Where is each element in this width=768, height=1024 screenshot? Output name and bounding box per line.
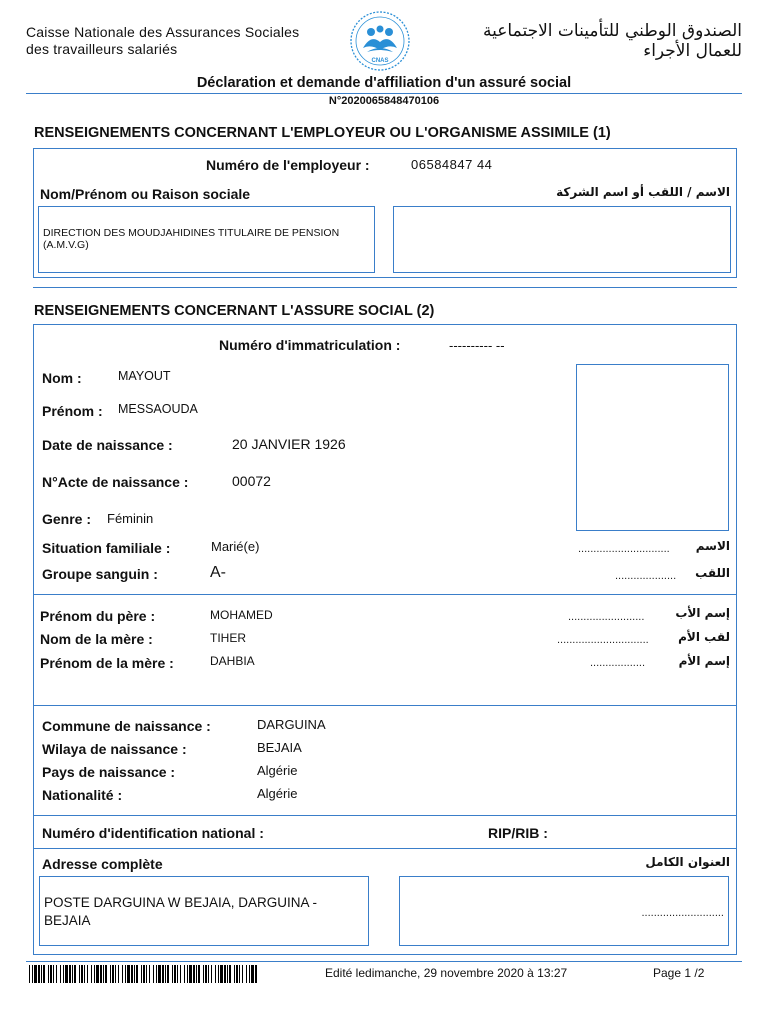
groupe-value: A- [210,564,226,581]
footer-edited: Edité ledimanche, 29 novembre 2020 à 13:27 [325,966,568,980]
ar-nom-label: الاسم [695,539,730,553]
groupe-label: Groupe sanguin : [42,566,158,582]
cnas-logo [349,10,411,72]
dob-label: Date de naissance : [42,437,173,453]
prenom-value: MESSAOUDA [118,402,198,416]
adresse-field [39,876,369,946]
nationalite-label: Nationalité : [42,787,123,803]
employer-number-label: Numéro de l'employeur : [206,157,370,173]
nationalite-value: Algérie [257,786,298,801]
barcode [29,965,258,983]
photo-box [576,364,729,531]
mere-prenom-dots: .................. [590,657,646,669]
pays-value: Algérie [257,763,298,778]
mere-nom-dots: .............................. [557,634,649,646]
adresse-ar-dots: ........................... [641,907,724,919]
divider [26,93,742,94]
mere-prenom-value: DAHBIA [210,654,255,668]
situation-label: Situation familiale : [42,540,171,556]
employer-number-value: 06584847 44 [411,157,493,172]
divider [33,287,737,288]
header-ar-line1: الصندوق الوطني للتأمينات الاجتماعية [483,21,742,41]
nom-label: Nom : [42,370,82,386]
divider [33,594,737,595]
divider [33,848,737,849]
mere-nom-ar-label: لقب الأم [678,630,730,644]
doc-number: N°2020065848470106 [328,95,440,107]
genre-label: Genre : [42,511,92,527]
pere-label: Prénom du père : [40,608,156,624]
adresse-label: Adresse complète [42,856,163,872]
ar-nom-dots: .............................. [578,543,670,555]
prenom-label: Prénom : [42,403,103,419]
rib-label: RIP/RIB : [488,825,548,841]
employer-name-value: DIRECTION DES MOUDJAHIDINES TITULAIRE DE PENSION (A.M.V.G) [43,227,340,251]
employer-name-field [38,206,375,273]
commune-value: DARGUINA [257,717,326,732]
situation-value: Marié(e) [211,539,260,554]
pere-ar-label: إسم الأب [675,606,730,620]
insured-section-title: RENSEIGNEMENTS CONCERNANT L'ASSURE SOCIAL (2) [34,303,435,319]
ar-prenom-dots: .................... [615,570,677,582]
mere-prenom-label: Prénom de la mère : [40,655,174,671]
immat-value: ---------- -- [449,338,505,353]
header-ar-line2: للعمال الأجراء [643,41,742,61]
employer-section-title: RENSEIGNEMENTS CONCERNANT L'EMPLOYEUR OU L'ORGANISME ASSIMILE (1) [34,125,611,141]
employer-name-label: Nom/Prénom ou Raison sociale [40,186,251,202]
wilaya-label: Wilaya de naissance : [42,741,187,757]
employer-name-label-ar: الاسم / اللقب أو اسم الشركة [556,185,730,199]
divider [26,961,742,962]
divider [33,705,737,706]
nin-label: Numéro d'identification national : [42,825,264,841]
divider [33,815,737,816]
mere-nom-value: TIHER [210,631,246,645]
mere-prenom-ar-label: إسم الأم [678,654,730,668]
wilaya-value: BEJAIA [257,740,302,755]
dob-value: 20 JANVIER 1926 [232,436,346,452]
commune-label: Commune de naissance : [42,718,211,734]
adresse-value: POSTE DARGUINA W BEJAIA, DARGUINA - BEJAIA [44,895,318,928]
genre-value: Féminin [107,511,154,526]
employer-name-field-ar [393,206,731,273]
svg-text:CNAS: CNAS [371,58,389,64]
footer-page: Page 1 /2 [653,966,705,980]
adresse-field-ar [399,876,729,946]
ar-prenom-label: اللقب [695,566,730,580]
pere-value: MOHAMED [210,608,273,622]
acte-value: 00072 [232,473,271,489]
header-fr-line1: Caisse Nationale des Assurances Sociales [26,24,300,40]
pere-dots: ......................... [568,611,645,623]
header-fr-line2: des travailleurs salariés [26,41,178,57]
immat-label: Numéro d'immatriculation : [219,337,401,353]
acte-label: N°Acte de naissance : [42,474,189,490]
adresse-label-ar: العنوان الكامل [645,855,730,869]
pays-label: Pays de naissance : [42,764,176,780]
nom-value: MAYOUT [118,369,171,383]
mere-nom-label: Nom de la mère : [40,631,153,647]
doc-title: Déclaration et demande d'affiliation d'un assuré social [196,75,572,91]
